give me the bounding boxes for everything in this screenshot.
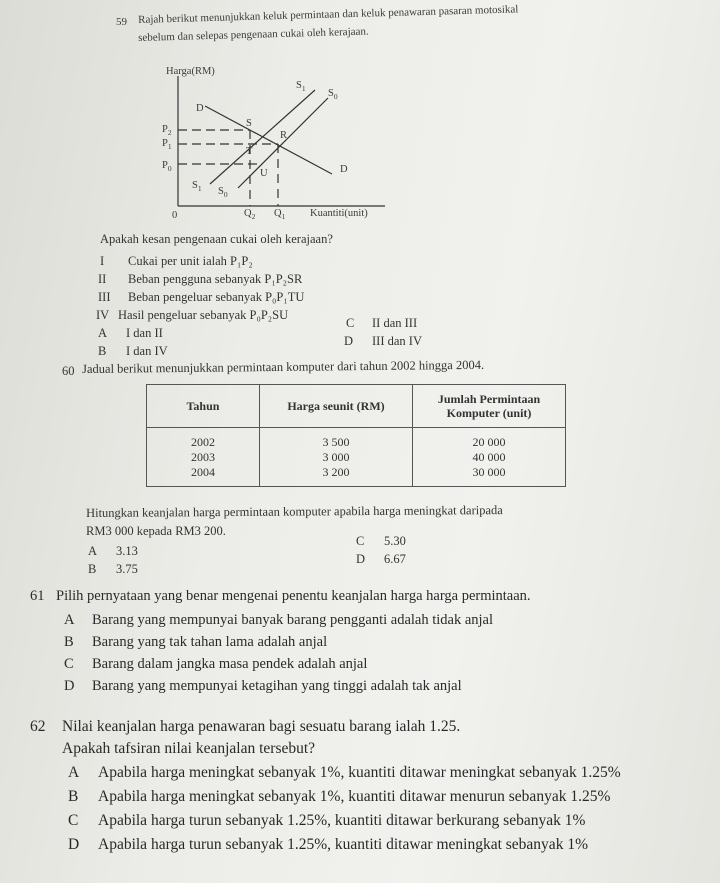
q59-question: Apakah kesan pengenaan cukai oleh kerajaan? xyxy=(100,232,333,246)
demand-table xyxy=(146,384,566,487)
point-u-label: U xyxy=(260,168,268,179)
price-label-p0: $P_0$ xyxy=(162,160,172,173)
q60-option-d-text[interactable]: 6.67 xyxy=(384,552,406,566)
q61-option-c-letter[interactable]: C xyxy=(64,656,74,672)
q59-statement-num-3: III xyxy=(98,290,111,304)
q62-option-d-text[interactable]: Apabila harga turun sebanyak 1.25%, kuantiti ditawar meningkat sebanyak 1% xyxy=(98,836,588,853)
q59-number: 59 xyxy=(116,16,127,28)
q62-option-a-text[interactable]: Apabila harga meningkat sebanyak 1%, kuantiti ditawar meningkat sebanyak 1.25% xyxy=(98,764,621,781)
q61-option-c-text[interactable]: Barang dalam jangka masa pendek adalah anjal xyxy=(92,656,368,672)
supply-s1-label-bottom: $S_1$ xyxy=(192,180,202,193)
q60-question-line2: RM3 000 kepada RM3 200. xyxy=(86,524,226,538)
q59-option-a-letter[interactable]: A xyxy=(98,326,108,340)
price-label-p2: $P_2$ xyxy=(162,124,172,137)
q59-option-c-letter[interactable]: C xyxy=(346,316,355,330)
supply-curve-s0 xyxy=(238,98,328,188)
supply-s1-label-top: $S_1$ xyxy=(296,80,306,93)
q59-statement-num-4: IV xyxy=(96,308,110,322)
q59-statement-text-3: Beban pengeluar sebanyak P₀P₁TU xyxy=(128,290,305,304)
q61-number: 61 xyxy=(30,588,45,604)
y-axis-label: Harga(RM) xyxy=(166,66,215,77)
point-t-label: T xyxy=(246,146,253,157)
q62-question-line2: Apakah tafsiran nilai keanjalan tersebut? xyxy=(62,740,316,757)
price-2002: 3 500 xyxy=(322,434,350,449)
q60-option-b-text[interactable]: 3.75 xyxy=(116,562,138,576)
q62-option-d-letter[interactable]: D xyxy=(68,836,80,853)
q60-option-c-text[interactable]: 5.30 xyxy=(384,534,406,548)
q61-option-b-letter[interactable]: B xyxy=(64,634,74,650)
q61-question: Pilih pernyataan yang benar mengenai penentu keanjalan harga harga permintaan. xyxy=(56,588,531,604)
q62-question-line1: Nilai keanjalan harga penawaran bagi sesuatu barang ialah 1.25. xyxy=(62,718,461,735)
q60-number: 60 xyxy=(62,364,75,378)
q60-option-b-letter[interactable]: B xyxy=(88,562,97,576)
demand-label-top: D xyxy=(196,103,204,114)
q60-option-a-letter[interactable]: A xyxy=(88,544,98,558)
q62-option-b-letter[interactable]: B xyxy=(68,788,79,805)
q59-option-d-text[interactable]: III dan IV xyxy=(372,334,422,348)
year-2003: 2003 xyxy=(191,449,215,464)
point-s-label: S xyxy=(246,118,252,129)
q60-option-a-text[interactable]: 3.13 xyxy=(116,544,138,558)
quantity-label-q2: $Q_2$ xyxy=(244,208,256,221)
q62-number: 62 xyxy=(30,718,46,735)
demand-2002: 20 000 xyxy=(472,434,506,449)
demand-2004: 30 000 xyxy=(472,464,506,479)
price-2003: 3 000 xyxy=(322,449,350,464)
origin-label: 0 xyxy=(172,210,178,221)
q61-option-d-letter[interactable]: D xyxy=(64,678,75,694)
q60-option-d-letter[interactable]: D xyxy=(356,552,366,566)
quantity-label-q1: $Q_1$ xyxy=(274,208,286,221)
q59-statement-text-1: Cukai per unit ialah P₁P₂ xyxy=(128,254,253,268)
supply-s0-label-bottom: $S_0$ xyxy=(218,186,228,199)
q60-question-line1: Hitungkan keanjalan harga permintaan komputer apabila harga meningkat daripada xyxy=(86,503,503,520)
price-2004: 3 200 xyxy=(322,464,350,479)
table-cell-prices xyxy=(260,428,413,487)
x-axis-label: Kuantiti(unit) xyxy=(310,208,368,219)
demand-label-bottom: D xyxy=(340,164,348,175)
table-cell-years xyxy=(147,428,260,487)
q59-stem-line1: Rajah berikut menunjukkan keluk permintaan dan keluk penawaran pasaran motosikal xyxy=(138,3,519,26)
supply-s0-label-top: $S_0$ xyxy=(328,88,338,101)
price-label-p1: $P_1$ xyxy=(162,138,172,151)
table-header-demand: Jumlah Permintaan Komputer (unit) xyxy=(413,385,566,428)
year-2004: 2004 xyxy=(191,464,215,479)
q59-option-b-letter[interactable]: B xyxy=(98,344,107,358)
q61-option-a-text[interactable]: Barang yang mempunyai banyak barang pengganti adalah tidak anjal xyxy=(92,612,494,628)
table-row xyxy=(147,428,566,487)
q59-statement-num-1: I xyxy=(100,254,105,268)
year-2002: 2002 xyxy=(191,434,215,449)
demand-2003: 40 000 xyxy=(472,449,506,464)
table-header-price: Harga seunit (RM) xyxy=(260,385,413,428)
q62-option-c-letter[interactable]: C xyxy=(68,812,79,829)
q59-statement-num-2: II xyxy=(98,272,107,286)
q62-option-c-text[interactable]: Apabila harga turun sebanyak 1.25%, kuantiti ditawar berkurang sebanyak 1% xyxy=(98,812,586,829)
q61-option-b-text[interactable]: Barang yang tak tahan lama adalah anjal xyxy=(92,634,328,650)
supply-demand-graph xyxy=(150,66,410,226)
point-r-label: R xyxy=(280,130,288,141)
table-header-year: Tahun xyxy=(147,385,260,428)
q61-option-a-letter[interactable]: A xyxy=(64,612,75,628)
q59-option-c-text[interactable]: II dan III xyxy=(372,316,418,330)
q62-option-b-text[interactable]: Apabila harga meningkat sebanyak 1%, kuantiti ditawar menurun sebanyak 1.25% xyxy=(98,788,611,805)
table-header-row xyxy=(147,385,566,428)
q60-intro: Jadual berikut menunjukkan permintaan komputer dari tahun 2002 hingga 2004. xyxy=(82,357,485,376)
q61-option-d-text[interactable]: Barang yang mempunyai ketagihan yang tinggi adalah tak anjal xyxy=(92,678,462,694)
q59-statement-text-4: Hasil pengeluar sebanyak P₀P₂SU xyxy=(118,308,289,322)
q59-statement-text-2: Beban pengguna sebanyak P₁P₂SR xyxy=(128,272,303,286)
q60-option-c-letter[interactable]: C xyxy=(356,534,365,548)
q59-option-a-text[interactable]: I dan II xyxy=(126,326,163,340)
table-cell-demand xyxy=(413,428,566,487)
q62-option-a-letter[interactable]: A xyxy=(68,764,80,781)
q59-option-b-text[interactable]: I dan IV xyxy=(126,344,168,358)
q59-option-d-letter[interactable]: D xyxy=(344,334,354,348)
q59-stem-line2: sebelum dan selepas pengenaan cukai oleh kerajaan. xyxy=(138,25,369,44)
